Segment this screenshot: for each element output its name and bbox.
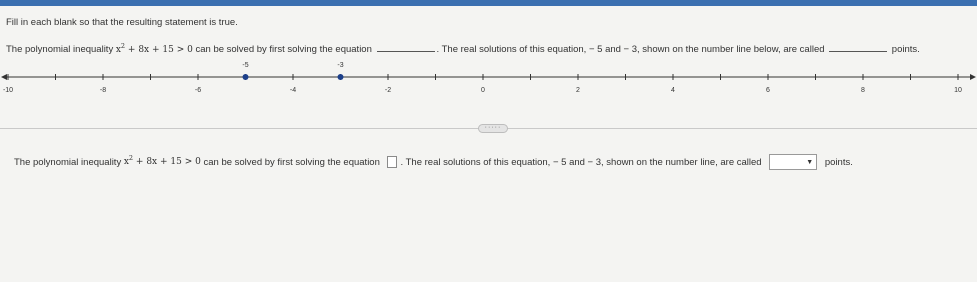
answer-expression xyxy=(123,154,201,167)
tick-label: -2 xyxy=(384,87,392,94)
solution-point-label: -5 xyxy=(242,62,249,69)
tick-label: 8 xyxy=(861,87,865,94)
more-options-button[interactable]: ····· xyxy=(478,124,508,133)
tick-label: -4 xyxy=(289,87,297,94)
solution-point xyxy=(243,74,249,80)
answer-part1: The polynomial inequality xyxy=(14,156,124,168)
problem-statement xyxy=(6,42,920,55)
answer-expr-rest: + 8x + 15 > 0 xyxy=(133,157,201,167)
expr-base: x xyxy=(115,45,121,55)
tick-label: 2 xyxy=(576,87,580,94)
points-type-dropdown[interactable] xyxy=(769,154,817,170)
tick-label: -10 xyxy=(2,87,14,94)
answer-statement xyxy=(14,154,853,170)
tick-label: 6 xyxy=(766,87,770,94)
right-arrow-icon xyxy=(970,74,976,80)
solution-point xyxy=(338,74,344,80)
top-accent-bar xyxy=(0,0,977,6)
statement-part1: The polynomial inequality xyxy=(6,44,116,55)
tick-label: -6 xyxy=(194,87,202,94)
statement-blank-1 xyxy=(377,42,435,52)
statement-blank-2 xyxy=(829,42,887,52)
statement-expression xyxy=(115,42,193,55)
left-arrow-icon xyxy=(1,74,7,80)
tick-label: -8 xyxy=(99,87,107,94)
answer-part3: . The real solutions of this equation, − 5 and − 3, shown on the number line, are called xyxy=(400,156,765,168)
answer-part4: points. xyxy=(822,156,853,168)
statement-part2: can be solved by first solving the equation xyxy=(192,44,375,55)
solution-point-label: -3 xyxy=(337,62,344,69)
answer-part2: can be solved by first solving the equation xyxy=(200,156,383,168)
expr-exponent: 2 xyxy=(120,42,126,50)
answer-expr-exponent: 2 xyxy=(128,154,134,162)
statement-part4: points. xyxy=(889,44,920,55)
expr-rest: + 8x + 15 > 0 xyxy=(125,45,193,55)
statement-part3: . The real solutions of this equation, − 5 and − 3, shown on the number line below, are called xyxy=(436,44,828,55)
tick-label: 10 xyxy=(954,87,962,94)
answer-expr-base: x xyxy=(123,157,129,167)
tick-label: 0 xyxy=(481,87,485,94)
equation-answer-box[interactable] xyxy=(387,156,397,168)
caret-down-icon: ▼ xyxy=(806,158,814,166)
instruction-text: Fill in each blank so that the resulting statement is true. xyxy=(6,17,238,28)
number-line xyxy=(0,56,977,106)
tick-label: 4 xyxy=(671,87,675,94)
